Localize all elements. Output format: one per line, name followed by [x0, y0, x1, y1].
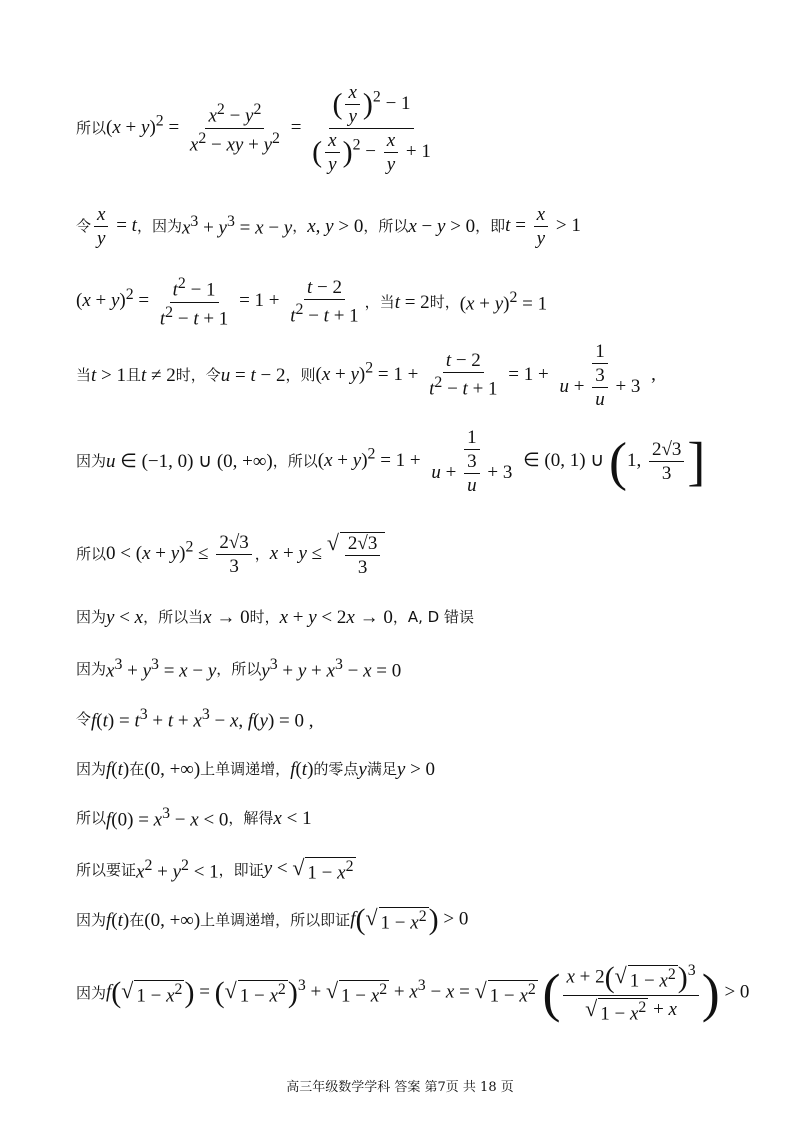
text: 因为	[76, 759, 107, 778]
math-expr: f(t)	[290, 758, 314, 780]
text: 上单调递增，	[200, 759, 291, 778]
text: 因为	[76, 451, 107, 470]
derivation-line-12	[76, 856, 356, 884]
math-expr: $(x + y)^2$ = $\frac{x^2 - y^2}{x^2 - xy + y^2}$ = ( $\frac{x}{y}$ )$^2$ − 1 ( $\frac{x}{y}$ )$^2$ − $\frac{x}{y}$ + 1	[106, 81, 431, 175]
math-expr: y	[358, 758, 367, 780]
text: 因为	[76, 659, 107, 678]
derivation-line-11	[76, 806, 312, 830]
text: ，所以	[363, 216, 409, 235]
text: ，	[292, 216, 308, 235]
math-expr: x < 1	[273, 807, 312, 829]
derivation-line-4	[76, 340, 656, 410]
text: 在	[129, 910, 145, 929]
math-expr: $\frac{x}{y}$ = t	[91, 205, 137, 248]
math-expr: $0 < (x + y)^2$ ≤ $\frac{2√3}{3}$	[106, 533, 255, 576]
math-expr: $(x + y)^2 = 1$ + 1 u + $\frac{3}{u}$ + 3 ∈ (0, 1) ∪ (1, $\frac{2√3}{3}$ ]	[317, 426, 706, 496]
math-expr: $(x + y)^2 = 1$ + $\frac{t - 2}{t^2 - t + 1}$ = 1 + 1 u + $\frac{3}{u}$ + 3 ,	[315, 340, 656, 410]
derivation-line-10	[76, 757, 435, 781]
math-expr: x + y ≤ √ $\frac{2√3}{3}$	[270, 532, 386, 577]
math-expr: y < x	[106, 606, 144, 628]
text: 上单调递增，所以即证	[200, 910, 351, 929]
math-expr: u = t − 2	[220, 364, 286, 386]
math-expr: f( √ $1 - x^2$ ) = ( √ $1 - x^2$ )$^3$ + √ $1 - x^2$ + $x^3 - x$ = √ $1 - x^2$ ( x + 2( √ $1 - x^2$ )$^3$ √ $1 - x^2$ + x ) > 0	[106, 960, 750, 1025]
text: 满足	[366, 759, 397, 778]
text: ，所以当	[143, 607, 204, 626]
math-expr: t = $\frac{x}{y}$ > 1	[505, 203, 581, 249]
math-expr: y > 0	[396, 758, 436, 780]
text: 时，	[429, 292, 460, 311]
derivation-line-3	[76, 275, 548, 329]
text: 在	[129, 759, 145, 778]
text-so: 所以	[76, 118, 107, 137]
derivation-line-8	[76, 657, 401, 681]
text: ，所以	[272, 451, 318, 470]
derivation-line-6	[76, 528, 385, 580]
derivation-line-14	[76, 950, 749, 1036]
math-expr: x → 0	[203, 606, 250, 628]
text: ，因为	[136, 216, 182, 235]
derivation-line-1	[76, 78, 437, 178]
derivation-line-13	[76, 902, 468, 938]
math-expr: y < √ $1 - x^2$	[263, 855, 354, 884]
math-expr: $f(t) = t^3 + t + x^3 - x$, f(y) = 0 ,	[91, 706, 314, 732]
math-expr: t ≠ 2	[141, 364, 176, 386]
math-expr: x − y > 0	[408, 215, 476, 237]
math-expr: x, y > 0	[307, 215, 364, 237]
math-expr: $x^3 + y^3 = x - y$	[181, 213, 293, 239]
text: ，	[254, 544, 270, 563]
text: ，A, D 错误	[392, 607, 474, 626]
math-expr: $(x + y)^2 = 1$	[459, 289, 548, 315]
text: 且	[126, 365, 142, 384]
math-expr: $(x + y)^2$ = $\frac{t^2 - 1}{t^2 - t + 1}$ = 1 + $\frac{t - 2}{t^2 - t + 1}$	[76, 275, 359, 329]
math-expr: x + y < 2x → 0	[279, 606, 393, 628]
math-expr: $f(0) = x^3 - x < 0$	[106, 805, 229, 831]
text: 时，令	[175, 365, 221, 384]
math-expr: f( √ $1 - x^2$ ) > 0	[350, 903, 469, 936]
math-expr: $x^2 + y^2 < 1$	[136, 857, 219, 883]
text: ，解得	[228, 808, 274, 827]
text: ，当	[364, 292, 395, 311]
math-expr: (0, +∞)	[144, 758, 201, 780]
text: ，则	[285, 365, 316, 384]
derivation-line-2	[76, 204, 581, 248]
text: 因为	[76, 607, 107, 626]
text: ，所以	[216, 659, 262, 678]
math-expr: t > 1	[91, 364, 127, 386]
math-expr: f(t)	[106, 909, 130, 931]
text: 所以	[76, 544, 107, 563]
derivation-line-9	[76, 707, 313, 731]
math-expr: $x^3 + y^3 = x - y$	[106, 656, 217, 682]
text: 因为	[76, 983, 107, 1002]
text: 因为	[76, 910, 107, 929]
math-expr: f(t)	[106, 758, 130, 780]
page-footer: 高三年级数学学科 答案 第7页 共 18 页	[286, 1080, 514, 1095]
text: 当	[76, 365, 92, 384]
text: ，即	[475, 216, 506, 235]
text: ，即证	[218, 860, 264, 879]
text: 时，	[249, 607, 280, 626]
text: 令	[76, 216, 92, 235]
text: 所以	[76, 808, 107, 827]
text: 所以要证	[76, 860, 137, 879]
math-expr: (0, +∞)	[144, 909, 201, 931]
text: 的零点	[313, 759, 359, 778]
math-expr: u ∈ (−1, 0) ∪ (0, +∞)	[106, 450, 273, 472]
math-expr: t = 2	[394, 291, 430, 313]
math-expr: $y^3 + y + x^3 - x = 0$	[261, 656, 402, 682]
derivation-line-7	[76, 605, 474, 629]
text: 令	[76, 709, 92, 728]
derivation-line-5	[76, 426, 705, 496]
